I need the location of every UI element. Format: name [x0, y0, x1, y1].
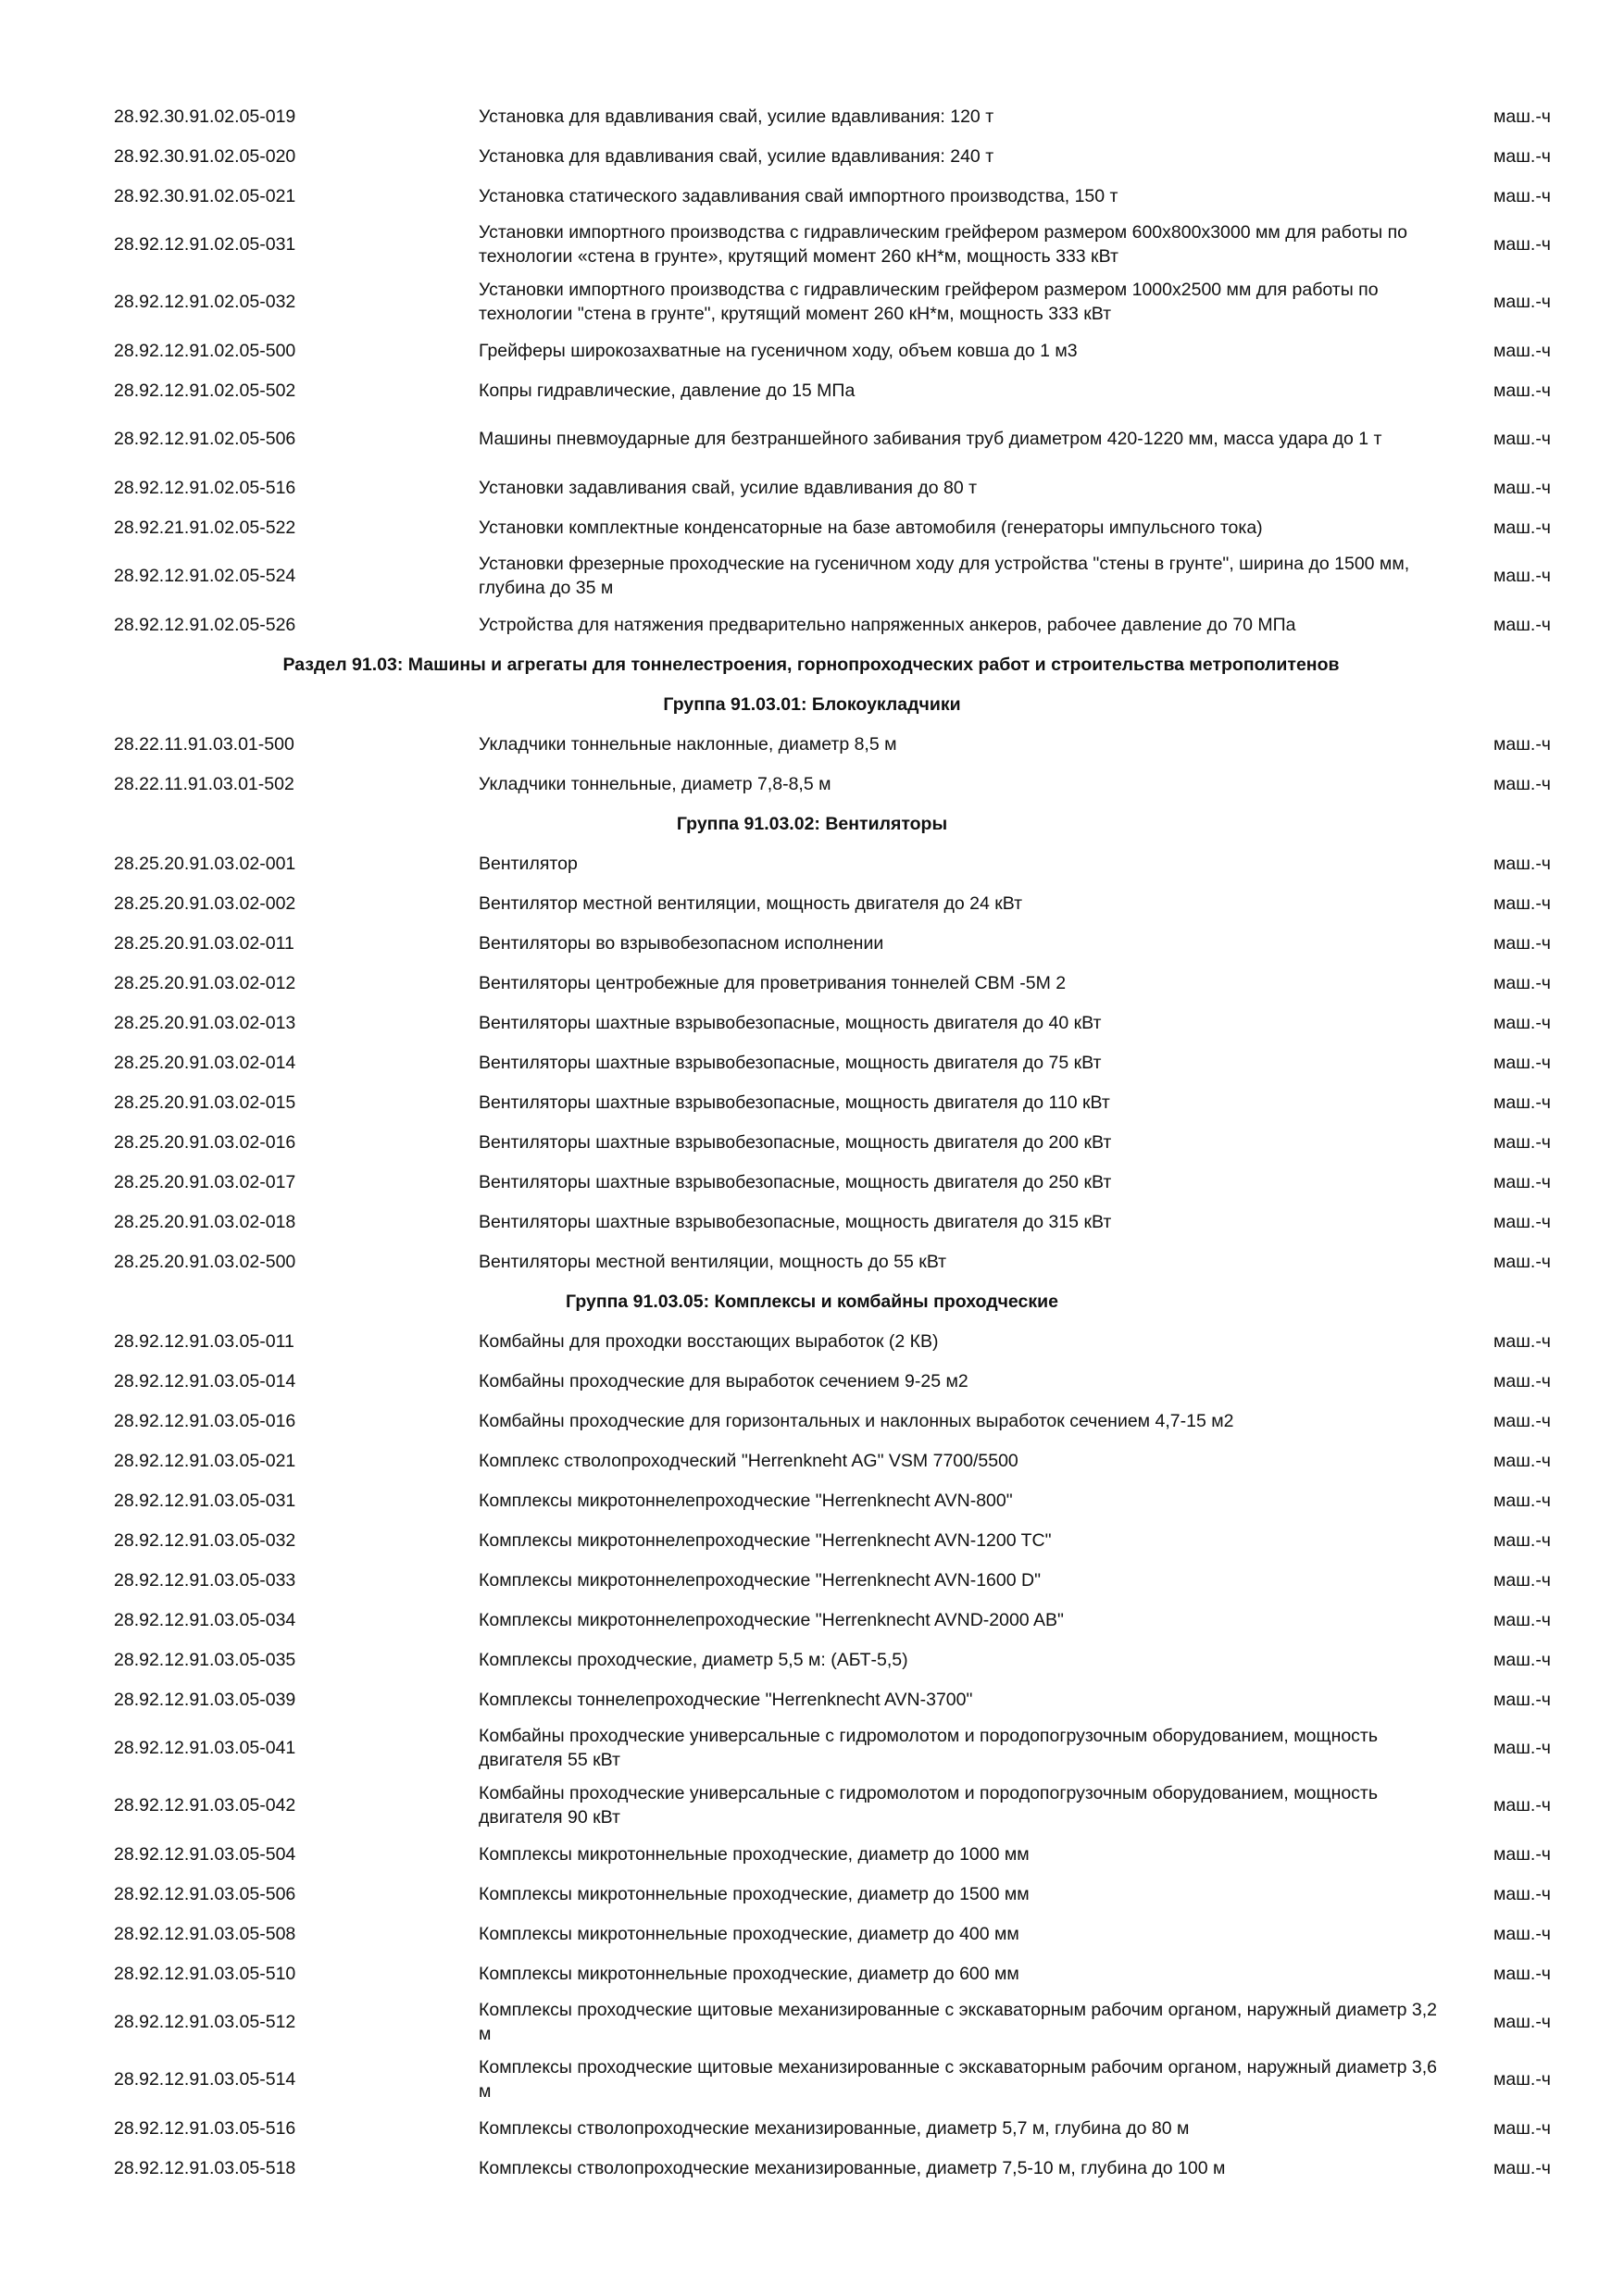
unit-of-measure: маш.-ч [1493, 1410, 1551, 1431]
resource-code: 28.25.20.91.03.02-500 [114, 1251, 296, 1272]
resource-description: Копры гидравлические, давление до 15 МПа [479, 380, 856, 401]
resource-code: 28.92.12.91.02.05-516 [114, 477, 296, 498]
resource-code: 28.25.20.91.03.02-001 [114, 853, 296, 874]
table-row [0, 1834, 1624, 1874]
machine-classifier-table [0, 96, 1624, 2188]
resource-description: Вентиляторы во взрывобезопасном исполнении [479, 932, 884, 954]
table-row [0, 1122, 1624, 1162]
resource-description: Комплексы проходческие щитовые механизированные с экскаваторным рабочим органом, наружный диаметр 3,2 м [479, 2000, 1438, 2044]
unit-of-measure: маш.-ч [1493, 972, 1551, 993]
unit-of-measure: маш.-ч [1493, 2012, 1551, 2032]
table-row [0, 1600, 1624, 1640]
unit-of-measure: маш.-ч [1493, 1211, 1551, 1232]
resource-description: Комплексы стволопроходческие механизированные, диаметр 5,7 м, глубина до 80 м [479, 2117, 1190, 2139]
table-row [0, 1993, 1624, 2051]
table-row [0, 1321, 1624, 1361]
table-row [0, 410, 1624, 468]
resource-description: Комплексы микротоннелепроходческие "Herrenknecht AVND-2000 AB" [479, 1609, 1064, 1630]
unit-of-measure: маш.-ч [1493, 566, 1551, 586]
resource-code: 28.25.20.91.03.02-016 [114, 1131, 296, 1153]
table-row [0, 2108, 1624, 2148]
group-title: Группа 91.03.01: Блокоукладчики [663, 693, 961, 715]
resource-code: 28.92.12.91.02.05-032 [114, 292, 296, 312]
unit-of-measure: маш.-ч [1493, 292, 1551, 312]
unit-of-measure: маш.-ч [1493, 1963, 1551, 1984]
unit-of-measure: маш.-ч [1493, 1012, 1551, 1033]
resource-code: 28.92.30.91.02.05-021 [114, 185, 296, 206]
table-row [0, 963, 1624, 1003]
unit-of-measure: маш.-ч [1493, 1569, 1551, 1591]
resource-description: Комплексы тоннелепроходческие "Herrenknecht AVN-3700" [479, 1689, 973, 1710]
resource-description: Вентиляторы шахтные взрывобезопасные, мощность двигателя до 75 кВт [479, 1052, 1102, 1073]
group-heading [0, 804, 1624, 843]
resource-code: 28.22.11.91.03.01-502 [114, 773, 294, 794]
table-row [0, 1560, 1624, 1600]
resource-code: 28.25.20.91.03.02-013 [114, 1012, 296, 1033]
unit-of-measure: маш.-ч [1493, 733, 1551, 755]
resource-code: 28.92.12.91.03.05-516 [114, 2117, 296, 2139]
resource-code: 28.92.12.91.03.05-021 [114, 1450, 296, 1471]
unit-of-measure: маш.-ч [1493, 853, 1551, 874]
table-row [0, 1953, 1624, 1993]
resource-description: Устройства для натяжения предварительно напряженных анкеров, рабочее давление до 70 МПа [479, 614, 1296, 635]
unit-of-measure: маш.-ч [1493, 1738, 1551, 1758]
unit-of-measure: маш.-ч [1493, 1251, 1551, 1272]
resource-code: 28.92.12.91.02.05-526 [114, 614, 296, 635]
resource-description: Вентиляторы шахтные взрывобезопасные, мощность двигателя до 250 кВт [479, 1171, 1112, 1192]
unit-of-measure: маш.-ч [1493, 106, 1551, 127]
unit-of-measure: маш.-ч [1493, 185, 1551, 206]
resource-code: 28.25.20.91.03.02-018 [114, 1211, 296, 1232]
resource-code: 28.92.30.91.02.05-019 [114, 106, 296, 127]
unit-of-measure: маш.-ч [1493, 1923, 1551, 1944]
resource-description: Комплексы микротоннелепроходческие "Herrenknecht AVN-1600 D" [479, 1569, 1041, 1591]
table-row [0, 1640, 1624, 1679]
table-row [0, 843, 1624, 883]
resource-description: Вентиляторы шахтные взрывобезопасные, мощность двигателя до 40 кВт [479, 1012, 1102, 1033]
unit-of-measure: маш.-ч [1493, 614, 1551, 635]
table-row [0, 1679, 1624, 1719]
unit-of-measure: маш.-ч [1493, 1649, 1551, 1670]
resource-description: Установка статического задавливания свай импортного производства, 150 т [479, 185, 1118, 206]
unit-of-measure: маш.-ч [1493, 1092, 1551, 1113]
resource-code: 28.92.12.91.03.05-041 [114, 1738, 296, 1758]
unit-of-measure: маш.-ч [1493, 892, 1551, 914]
resource-code: 28.92.12.91.03.05-014 [114, 1370, 296, 1391]
resource-code: 28.25.20.91.03.02-017 [114, 1171, 296, 1192]
resource-code: 28.92.12.91.03.05-514 [114, 2069, 296, 2090]
table-row [0, 2051, 1624, 2108]
unit-of-measure: маш.-ч [1493, 1131, 1551, 1153]
resource-code: 28.92.12.91.03.05-506 [114, 1883, 296, 1904]
table-row [0, 507, 1624, 547]
unit-of-measure: маш.-ч [1493, 145, 1551, 167]
unit-of-measure: маш.-ч [1493, 234, 1551, 255]
resource-code: 28.25.20.91.03.02-012 [114, 972, 296, 993]
resource-code: 28.92.12.91.03.05-039 [114, 1689, 296, 1710]
unit-of-measure: маш.-ч [1493, 477, 1551, 498]
resource-code: 28.92.30.91.02.05-020 [114, 145, 296, 167]
group-heading [0, 1281, 1624, 1321]
resource-description: Вентиляторы шахтные взрывобезопасные, мощность двигателя до 315 кВт [479, 1211, 1112, 1232]
table-row [0, 1777, 1624, 1834]
table-row [0, 1042, 1624, 1082]
table-row [0, 1480, 1624, 1520]
resource-code: 28.92.12.91.02.05-502 [114, 380, 296, 401]
resource-description: Комбайны проходческие для выработок сечением 9-25 м2 [479, 1370, 968, 1391]
resource-code: 28.92.12.91.03.05-034 [114, 1609, 296, 1630]
resource-code: 28.92.12.91.03.05-035 [114, 1649, 296, 1670]
table-row [0, 273, 1624, 331]
resource-code: 28.25.20.91.03.02-015 [114, 1092, 296, 1113]
table-row [0, 605, 1624, 644]
table-row [0, 764, 1624, 804]
table-row [0, 1719, 1624, 1777]
table-row [0, 96, 1624, 136]
table-row [0, 923, 1624, 963]
unit-of-measure: маш.-ч [1493, 773, 1551, 794]
unit-of-measure: маш.-ч [1493, 2117, 1551, 2139]
resource-description: Комплексы проходческие щитовые механизированные с экскаваторным рабочим органом, наружный диаметр 3,6 м [479, 2057, 1438, 2102]
table-row [0, 1520, 1624, 1560]
table-row [0, 2148, 1624, 2188]
table-row [0, 1914, 1624, 1953]
table-row [0, 1162, 1624, 1202]
resource-code: 28.92.12.91.03.05-518 [114, 2157, 296, 2178]
table-row [0, 136, 1624, 176]
resource-code: 28.92.12.91.02.05-500 [114, 340, 296, 361]
resource-description: Комбайны проходческие для горизонтальных и наклонных выработок сечением 4,7-15 м2 [479, 1410, 1234, 1431]
resource-description: Комплексы стволопроходческие механизированные, диаметр 7,5-10 м, глубина до 100 м [479, 2157, 1226, 2178]
resource-code: 28.92.12.91.03.05-033 [114, 1569, 296, 1591]
resource-description: Вентилятор [479, 853, 578, 874]
resource-code: 28.92.12.91.03.05-504 [114, 1843, 296, 1865]
resource-code: 28.92.12.91.02.05-524 [114, 566, 296, 586]
unit-of-measure: маш.-ч [1493, 1843, 1551, 1865]
table-row [0, 1082, 1624, 1122]
unit-of-measure: маш.-ч [1493, 340, 1551, 361]
group-heading [0, 684, 1624, 724]
resource-description: Установка для вдавливания свай, усилие вдавливания: 120 т [479, 106, 994, 127]
table-row [0, 1361, 1624, 1401]
resource-description: Установки импортного производства с гидравлическим грейфером размером 1000х2500 мм для работы по технологии "стена в грунте", крутящий момент 260 кН*м, мощность 333 кВт [479, 280, 1379, 324]
table-row [0, 1003, 1624, 1042]
section-heading [0, 644, 1624, 684]
resource-code: 28.92.12.91.02.05-506 [114, 429, 296, 449]
unit-of-measure: маш.-ч [1493, 1450, 1551, 1471]
resource-description: Грейферы широкозахватные на гусеничном ходу, объем ковша до 1 м3 [479, 340, 1078, 361]
resource-description: Вентилятор местной вентиляции, мощность двигателя до 24 кВт [479, 892, 1023, 914]
resource-description: Комплексы микротоннелепроходческие "Herrenknecht AVN-800" [479, 1490, 1013, 1511]
table-row [0, 216, 1624, 273]
unit-of-measure: маш.-ч [1493, 1883, 1551, 1904]
resource-description: Укладчики тоннельные, диаметр 7,8-8,5 м [479, 773, 831, 794]
resource-description: Укладчики тоннельные наклонные, диаметр 8,5 м [479, 733, 897, 755]
resource-code: 28.25.20.91.03.02-014 [114, 1052, 296, 1073]
table-row [0, 547, 1624, 605]
resource-description: Комбайны для проходки восстающих выработок (2 КВ) [479, 1330, 939, 1352]
resource-code: 28.92.12.91.03.05-510 [114, 1963, 296, 1984]
section-title: Раздел 91.03: Машины и агрегаты для тоннелестроения, горнопроходческих работ и строительства метрополитенов [282, 654, 1340, 675]
resource-code: 28.25.20.91.03.02-002 [114, 892, 296, 914]
resource-code: 28.92.12.91.03.05-508 [114, 1923, 296, 1944]
resource-description: Установка для вдавливания свай, усилие вдавливания: 240 т [479, 145, 994, 167]
resource-description: Комплексы микротоннельные проходческие, диаметр до 600 мм [479, 1963, 1019, 1984]
table-row [0, 1202, 1624, 1242]
table-row [0, 370, 1624, 410]
resource-code: 28.22.11.91.03.01-500 [114, 733, 294, 755]
resource-description: Машины пневмоударные для безтраншейного забивания труб диаметром 420-1220 мм, масса удара до 1 т [479, 429, 1382, 449]
table-row [0, 1242, 1624, 1281]
resource-description: Комплексы проходческие, диаметр 5,5 м: (АБТ-5,5) [479, 1649, 908, 1670]
resource-code: 28.92.12.91.03.05-011 [114, 1330, 294, 1352]
unit-of-measure: маш.-ч [1493, 1052, 1551, 1073]
table-row [0, 176, 1624, 216]
resource-description: Комбайны проходческие универсальные с гидромолотом и породопогрузочным оборудованием, мощность двигателя 55 кВт [479, 1726, 1379, 1770]
resource-description: Комплексы микротоннельные проходческие, диаметр до 1500 мм [479, 1883, 1030, 1904]
group-title: Группа 91.03.02: Вентиляторы [676, 813, 948, 834]
resource-description: Комплексы микротоннелепроходческие "Herrenknecht AVN-1200 TC" [479, 1529, 1052, 1551]
unit-of-measure: маш.-ч [1493, 1171, 1551, 1192]
table-row [0, 1874, 1624, 1914]
table-row [0, 724, 1624, 764]
resource-description: Установки импортного производства с гидравлическим грейфером размером 600х800х3000 мм для работы по технологии «стена в грунте», крутящий момент 260 кН*м, мощность 333 кВт [479, 222, 1407, 267]
unit-of-measure: маш.-ч [1493, 2157, 1551, 2178]
resource-description: Комбайны проходческие универсальные с гидромолотом и породопогрузочным оборудованием, мощность двигателя 90 кВт [479, 1783, 1379, 1828]
unit-of-measure: маш.-ч [1493, 1689, 1551, 1710]
unit-of-measure: маш.-ч [1493, 932, 1551, 954]
resource-description: Установки комплектные конденсаторные на базе автомобиля (генераторы импульсного тока) [479, 517, 1263, 538]
table-row [0, 468, 1624, 507]
resource-code: 28.92.12.91.03.05-016 [114, 1410, 296, 1431]
resource-code: 28.92.12.91.02.05-031 [114, 234, 296, 255]
resource-description: Комплексы микротоннельные проходческие, диаметр до 1000 мм [479, 1843, 1030, 1865]
unit-of-measure: маш.-ч [1493, 1609, 1551, 1630]
table-row [0, 1441, 1624, 1480]
unit-of-measure: маш.-ч [1493, 517, 1551, 538]
resource-code: 28.92.12.91.03.05-032 [114, 1529, 296, 1551]
resource-description: Вентиляторы шахтные взрывобезопасные, мощность двигателя до 200 кВт [479, 1131, 1112, 1153]
unit-of-measure: маш.-ч [1493, 1490, 1551, 1511]
resource-code: 28.92.21.91.02.05-522 [114, 517, 296, 538]
resource-description: Комплексы микротоннельные проходческие, диаметр до 400 мм [479, 1923, 1019, 1944]
resource-description: Вентиляторы шахтные взрывобезопасные, мощность двигателя до 110 кВт [479, 1092, 1110, 1113]
table-row [0, 331, 1624, 370]
resource-code: 28.92.12.91.03.05-031 [114, 1490, 296, 1511]
unit-of-measure: маш.-ч [1493, 1330, 1551, 1352]
unit-of-measure: маш.-ч [1493, 1529, 1551, 1551]
unit-of-measure: маш.-ч [1493, 2069, 1551, 2090]
unit-of-measure: маш.-ч [1493, 380, 1551, 401]
unit-of-measure: маш.-ч [1493, 429, 1551, 449]
unit-of-measure: маш.-ч [1493, 1370, 1551, 1391]
resource-code: 28.25.20.91.03.02-011 [114, 932, 294, 954]
resource-description: Вентиляторы местной вентиляции, мощность до 55 кВт [479, 1251, 947, 1272]
resource-description: Установки фрезерные проходческие на гусеничном ходу для устройства "стены в грунте", ширина до 1500 мм, глубина до 35 м [479, 554, 1410, 598]
resource-description: Установки задавливания свай, усилие вдавливания до 80 т [479, 477, 978, 498]
table-row [0, 883, 1624, 923]
resource-code: 28.92.12.91.03.05-512 [114, 2012, 296, 2032]
resource-code: 28.92.12.91.03.05-042 [114, 1795, 296, 1816]
table-row [0, 1401, 1624, 1441]
resource-description: Вентиляторы центробежные для проветривания тоннелей СВМ -5М 2 [479, 972, 1067, 993]
unit-of-measure: маш.-ч [1493, 1795, 1551, 1816]
group-title: Группа 91.03.05: Комплексы и комбайны проходческие [566, 1291, 1058, 1312]
resource-description: Комплекс стволопроходческий "Herrenkneht AG" VSM 7700/5500 [479, 1450, 1018, 1471]
